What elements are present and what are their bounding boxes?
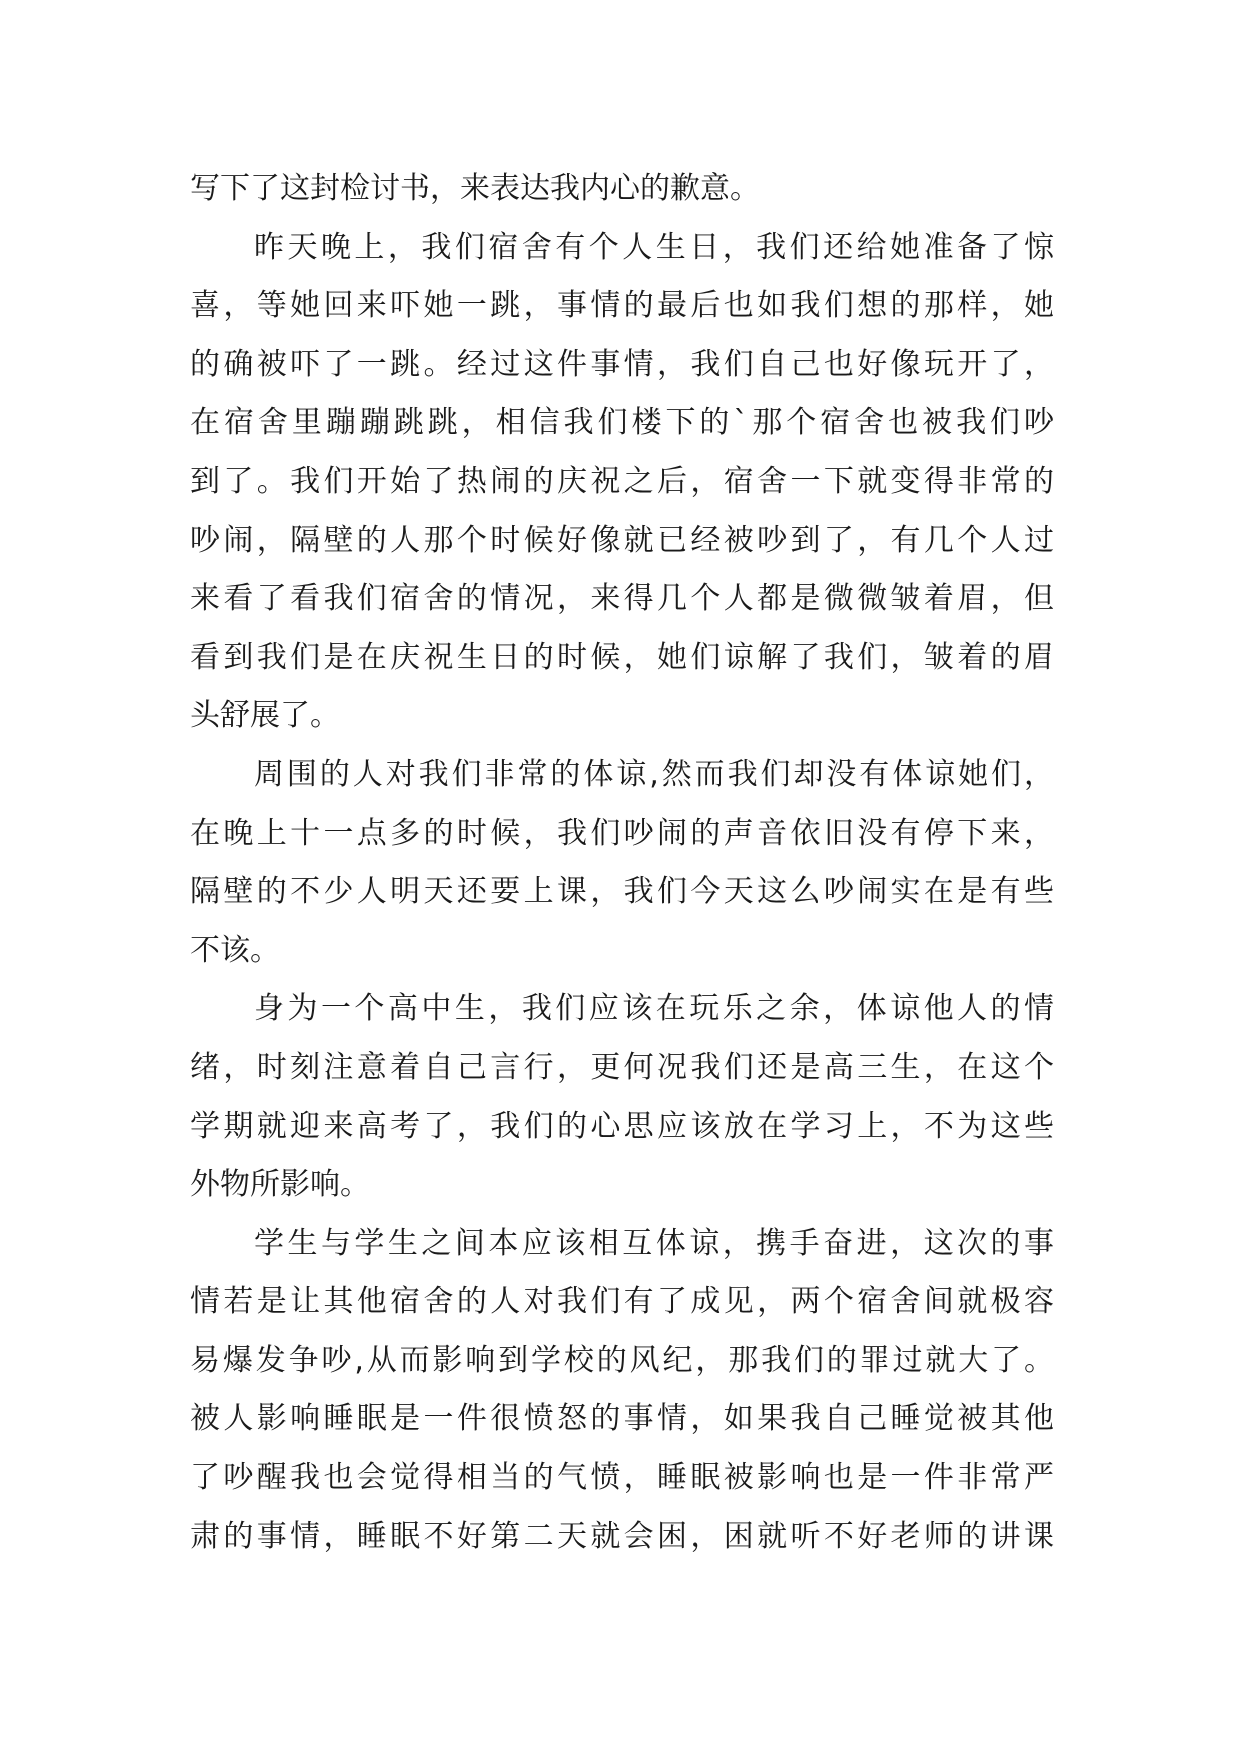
paragraph-line: 不该。 bbox=[190, 932, 280, 968]
paragraph-line: 了吵醒我也会觉得相当的气愤，睡眠被影响也是一件非常严 bbox=[190, 1460, 1054, 1496]
paragraph-line: 在晚上十一点多的时候，我们吵闹的声音依旧没有停下来， bbox=[190, 815, 1054, 851]
paragraph-line: 来看了看我们宿舍的情况，来得几个人都是微微皱着眉，但 bbox=[190, 581, 1054, 617]
paragraph-line: 头舒展了。 bbox=[190, 698, 340, 734]
paragraph-line: 到了。我们开始了热闹的庆祝之后，宿舍一下就变得非常的 bbox=[190, 463, 1054, 499]
paragraph-line: 隔壁的不少人明天还要上课，我们今天这么吵闹实在是有些 bbox=[190, 874, 1054, 910]
paragraph-line: 情若是让其他宿舍的人对我们有了成见，两个宿舍间就极容 bbox=[190, 1284, 1054, 1320]
paragraph-line: 喜，等她回来吓她一跳，事情的最后也如我们想的那样，她 bbox=[190, 288, 1054, 324]
paragraph-line: 的确被吓了一跳。经过这件事情，我们自己也好像玩开了， bbox=[190, 346, 1054, 382]
paragraph-line: 肃的事情，睡眠不好第二天就会困，困就听不好老师的讲课 bbox=[190, 1518, 1054, 1554]
paragraph-line: 绪，时刻注意着自己言行，更何况我们还是高三生，在这个 bbox=[190, 1049, 1054, 1085]
document-body bbox=[190, 160, 1054, 1566]
paragraph-line: 写下了这封检讨书，来表达我内心的歉意。 bbox=[190, 171, 760, 206]
paragraph-line: 在宿舍里蹦蹦跳跳，相信我们楼下的`那个宿舍也被我们吵 bbox=[190, 405, 1054, 441]
paragraph-line: 看到我们是在庆祝生日的时候，她们谅解了我们，皱着的眉 bbox=[190, 639, 1054, 675]
paragraph-line: 外物所影响。 bbox=[190, 1167, 370, 1203]
paragraph-line: 昨天晚上，我们宿舍有个人生日，我们还给她准备了惊 bbox=[254, 229, 1054, 265]
paragraph-line: 易爆发争吵,从而影响到学校的风纪，那我们的罪过就大了。 bbox=[190, 1342, 1054, 1378]
paragraph-line: 学期就迎来高考了，我们的心思应该放在学习上，不为这些 bbox=[190, 1108, 1054, 1144]
paragraph-line: 周围的人对我们非常的体谅,然而我们却没有体谅她们， bbox=[254, 756, 1054, 792]
paragraph-line: 吵闹，隔壁的人那个时候好像就已经被吵到了，有几个人过 bbox=[190, 522, 1054, 558]
paragraph-line: 被人影响睡眠是一件很愤怒的事情，如果我自己睡觉被其他 bbox=[190, 1401, 1054, 1437]
paragraph-line: 身为一个高中生，我们应该在玩乐之余，体谅他人的情 bbox=[254, 991, 1054, 1027]
paragraph-line: 学生与学生之间本应该相互体谅，携手奋进，这次的事 bbox=[254, 1225, 1054, 1261]
